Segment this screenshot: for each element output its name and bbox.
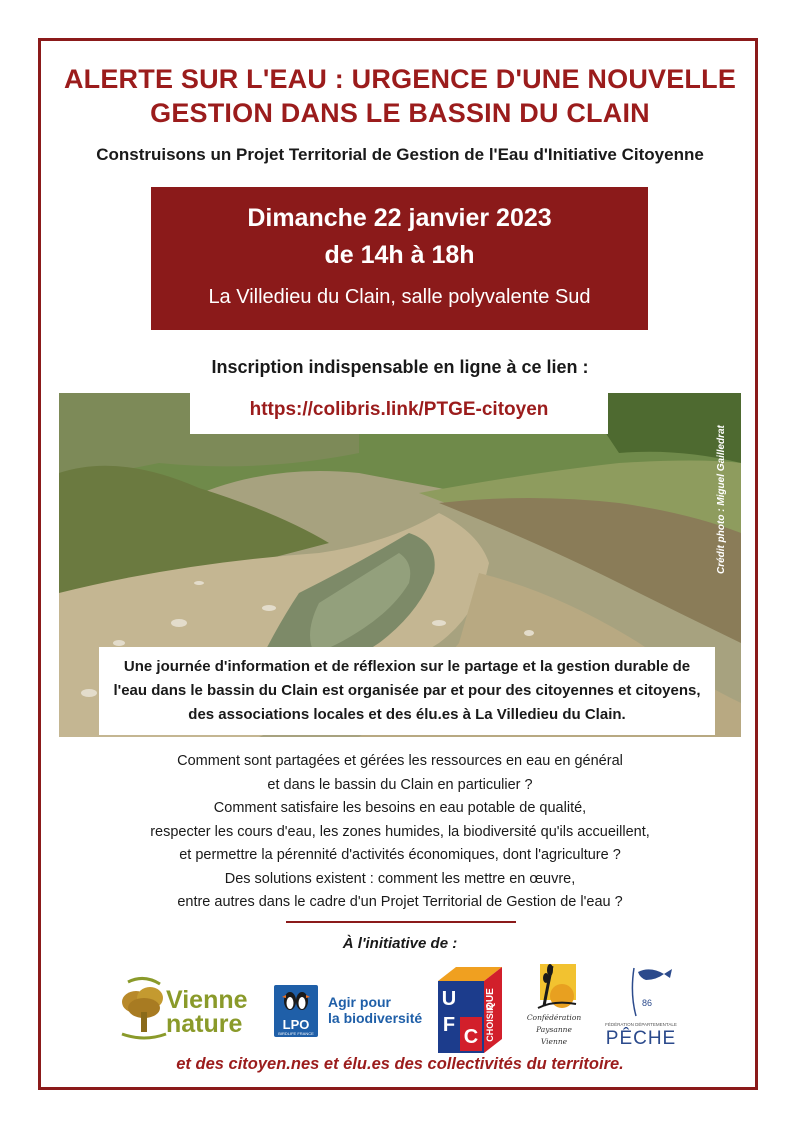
vienne-nature-logo bbox=[114, 970, 274, 1050]
lpo-line-2: la biodiversité bbox=[328, 1010, 423, 1026]
description-line-1: Une journée d'information et de réflexion sur le partage et la gestion durable de bbox=[123, 658, 691, 675]
lpo-line-1: Agir pour bbox=[328, 994, 391, 1010]
confederation-line-1: Confédération bbox=[526, 1013, 582, 1022]
event-time: de 14h à 18h bbox=[324, 241, 475, 269]
vienne-nature-text bbox=[166, 988, 248, 1036]
confederation-line-3: Vienne bbox=[540, 1037, 568, 1046]
ufc-letter-c: C bbox=[463, 1026, 479, 1048]
peche-name: PÊCHE bbox=[605, 1028, 677, 1049]
vienne-nature-line-2: nature bbox=[166, 1010, 243, 1038]
confederation-paysanne-logo bbox=[524, 960, 584, 1060]
question-line: et permettre la pérennité d'activités économiques, dont l'agriculture ? bbox=[179, 847, 621, 863]
ufc-letter-f: F bbox=[442, 1014, 456, 1036]
questions-block bbox=[40, 750, 760, 915]
event-place: La Villedieu du Clain, salle polyvalente Sud bbox=[208, 286, 591, 308]
confederation-line-2: Paysanne bbox=[536, 1025, 572, 1034]
event-date: Dimanche 22 janvier 2023 bbox=[247, 204, 552, 232]
peche-number: 86 bbox=[642, 998, 653, 1008]
question-line: Comment sont partagées et gérées les ressources en eau en général bbox=[177, 753, 623, 769]
footer-text: et des citoyen.nes et élu.es des collectivités du territoire. bbox=[176, 1055, 624, 1073]
lpo-badge-sub: BIRDLIFE FRANCE bbox=[278, 1031, 314, 1036]
link-panel bbox=[190, 385, 608, 434]
tree-icon bbox=[114, 976, 174, 1046]
ufc-choisir: CHOISIR bbox=[485, 1004, 495, 1042]
lpo-badge bbox=[274, 985, 318, 1037]
question-line: Comment satisfaire les besoins en eau potable de qualité, bbox=[213, 800, 587, 816]
confederation-text bbox=[524, 1012, 584, 1048]
peche-subtitle: FÉDÉRATION DÉPARTEMENTALE bbox=[605, 1022, 677, 1027]
event-banner bbox=[151, 187, 648, 330]
title-line-1: ALERTE SUR L'EAU : URGENCE D'UNE NOUVELLE bbox=[63, 64, 737, 94]
vienne-nature-line-1: Vienne bbox=[166, 986, 248, 1014]
description-text bbox=[99, 647, 715, 727]
fish-icon bbox=[600, 964, 682, 1020]
lpo-logo bbox=[274, 965, 424, 1045]
peche-logo bbox=[600, 964, 682, 1054]
initiative-label: À l'initiative de : bbox=[342, 935, 458, 952]
title-line-2: GESTION DANS LE BASSIN DU CLAIN bbox=[150, 98, 650, 128]
question-line: Des solutions existent : comment les mettre en œuvre, bbox=[224, 870, 576, 887]
lpo-badge-text: LPO bbox=[282, 1017, 310, 1032]
registration-label: Inscription indispensable en ligne à ce lien : bbox=[211, 357, 589, 377]
description-panel bbox=[99, 647, 715, 735]
wheat-sun-icon bbox=[524, 960, 584, 1012]
registration-link[interactable]: https://colibris.link/PTGE-citoyen bbox=[249, 399, 549, 420]
ufc-que-choisir-logo bbox=[434, 965, 506, 1055]
description-line-2: l'eau dans le bassin du Clain est organisée par et pour des citoyennes et citoyens, bbox=[113, 682, 701, 699]
ufc-letter-u: U bbox=[441, 988, 457, 1010]
photo-credit: Crédit photo : Miguel Gailledrat bbox=[716, 425, 727, 574]
question-line: et dans le bassin du Clain en particulier ? bbox=[267, 776, 533, 793]
partner-logos bbox=[100, 960, 720, 1060]
puffin-icon bbox=[274, 987, 318, 1017]
poster-title bbox=[40, 62, 760, 130]
ufc-que: QUE bbox=[485, 988, 496, 1010]
section-divider bbox=[286, 921, 516, 923]
lpo-text bbox=[328, 994, 422, 1026]
question-line: entre autres dans le cadre d'un Projet Territorial de Gestion de l'eau ? bbox=[177, 894, 623, 910]
ufc-que-choisir-mark bbox=[434, 965, 506, 1055]
poster-subtitle: Construisons un Projet Territorial de Gestion de l'Eau d'Initiative Citoyenne bbox=[96, 145, 704, 164]
description-line-3: des associations locales et des élu.es à La Villedieu du Clain. bbox=[188, 706, 626, 723]
question-line: respecter les cours d'eau, les zones humides, la biodiversité qu'ils accueillent, bbox=[150, 823, 650, 840]
